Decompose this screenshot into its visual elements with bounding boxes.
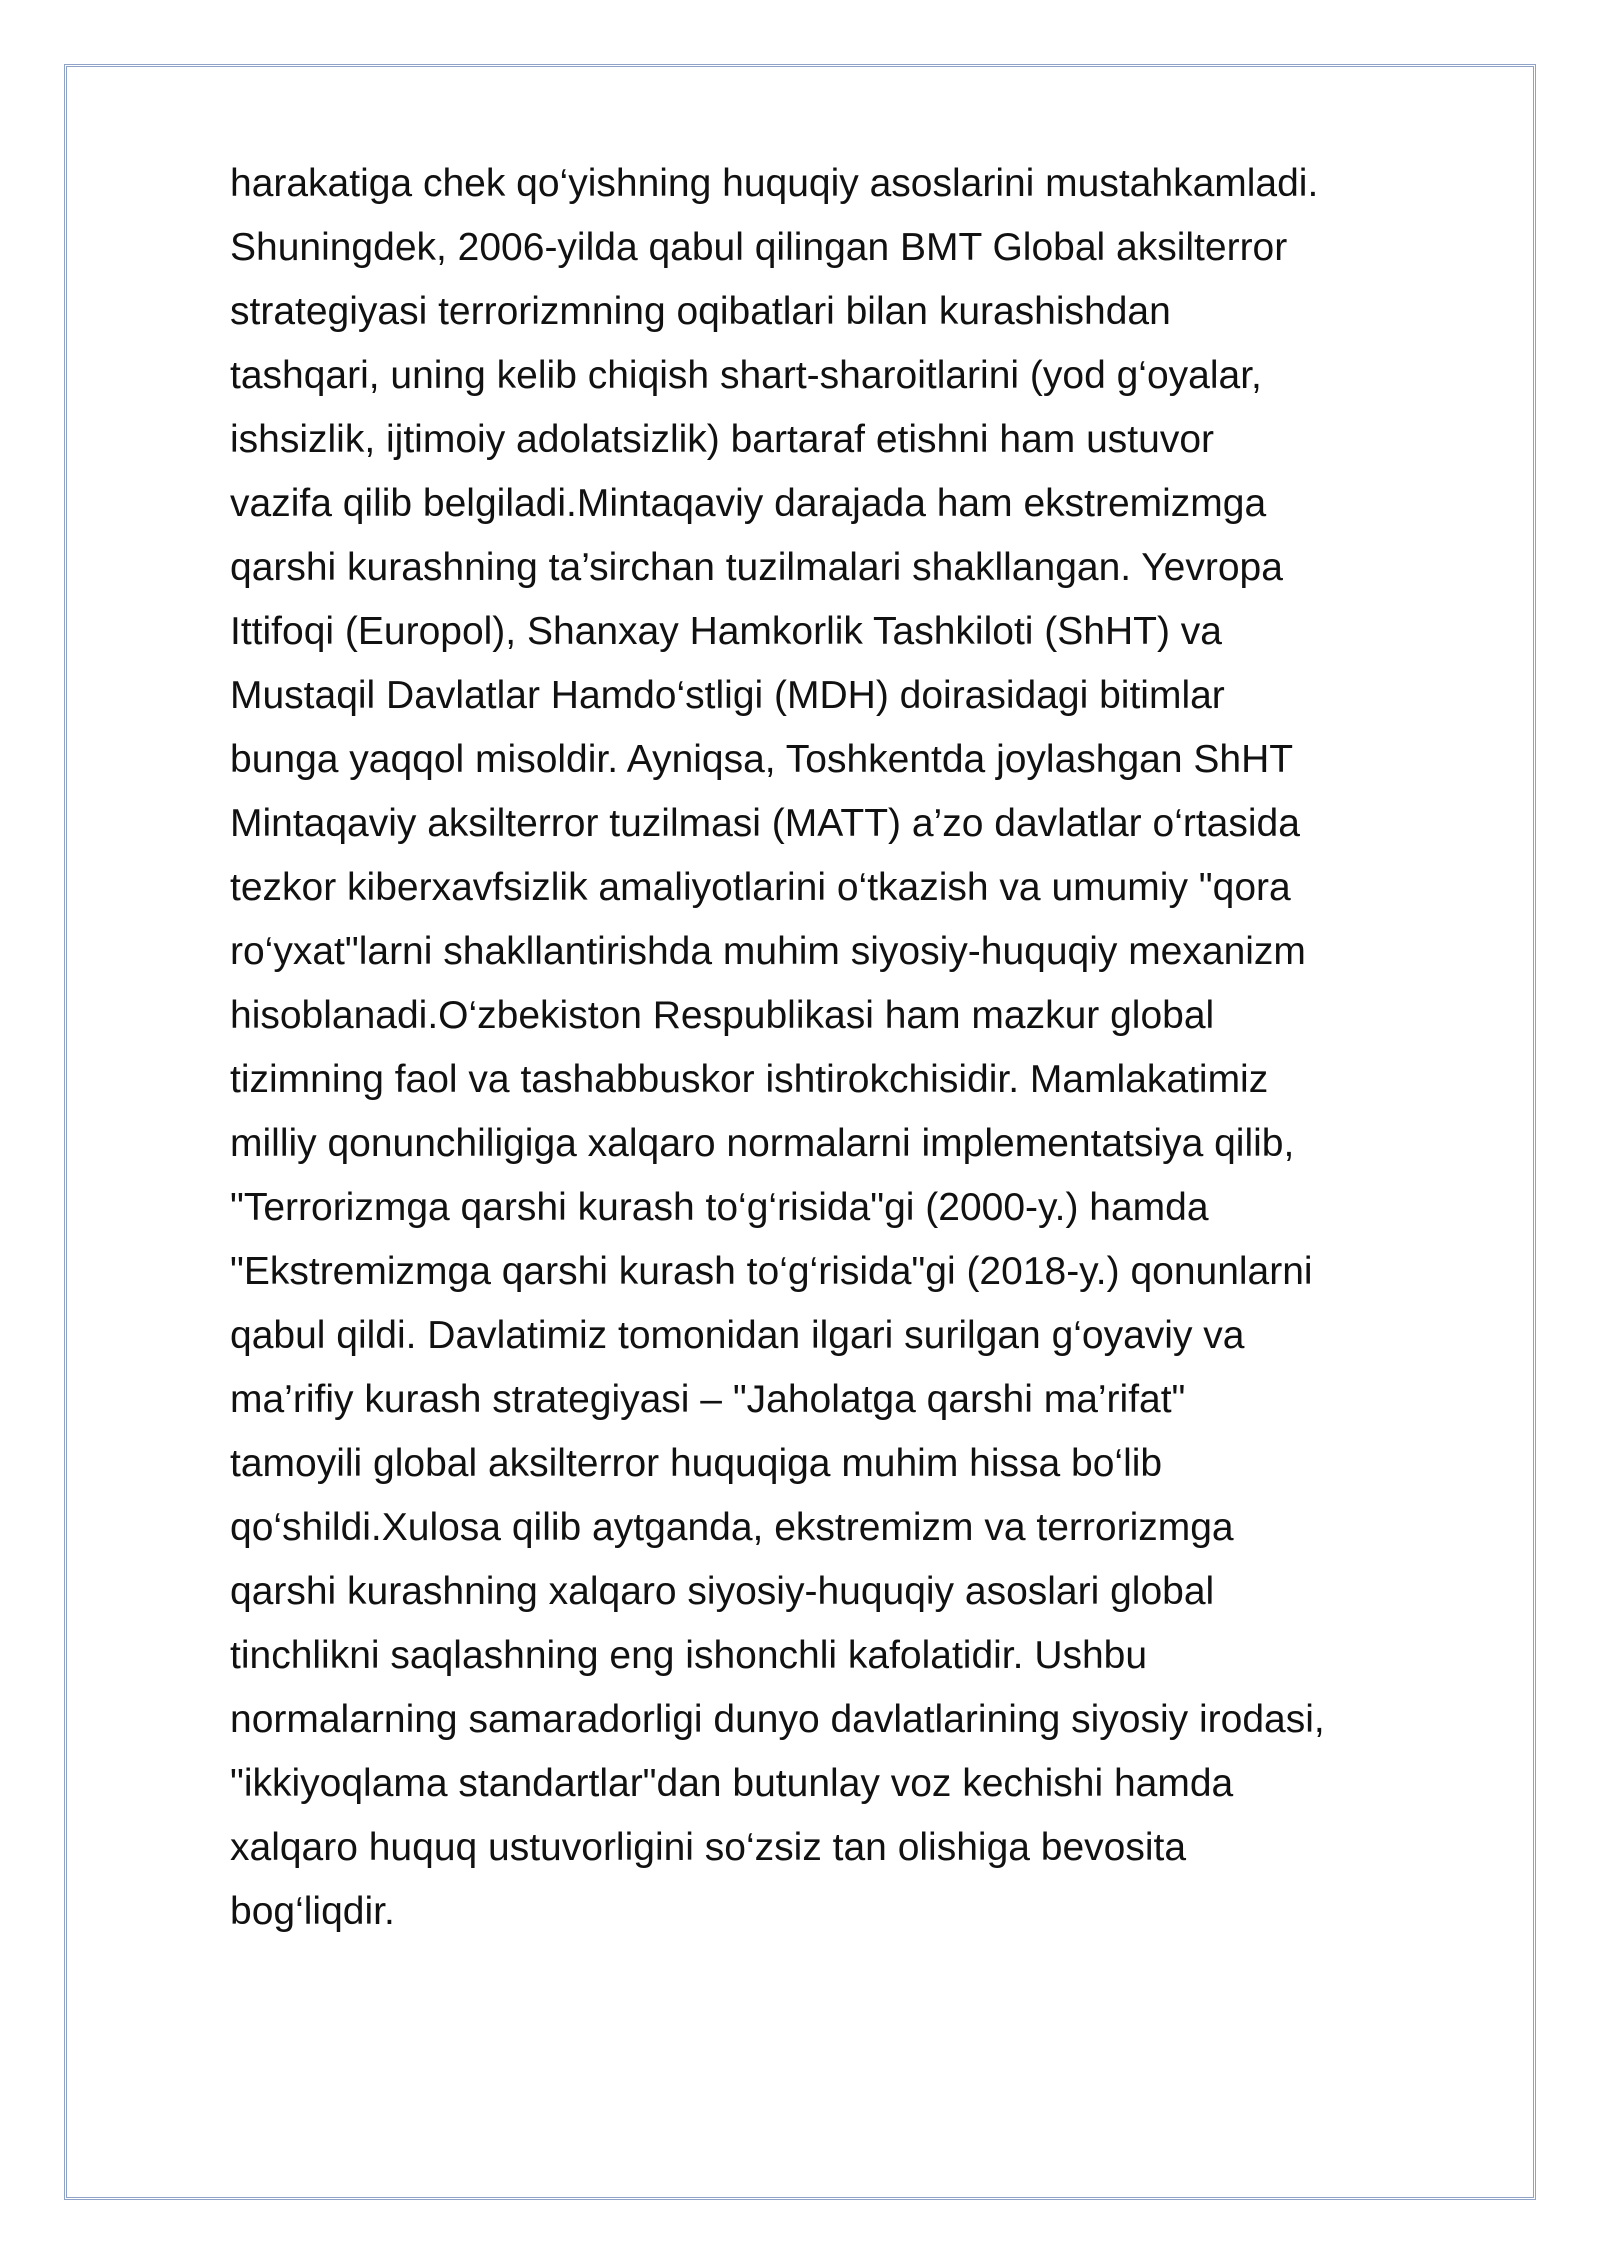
text-line: Shuningdek, 2006-yilda qabul qilingan BMT Global aksilterror xyxy=(230,226,1288,269)
text-line: qo‘shildi.Xulosa qilib aytganda, ekstremizm va terrorizmga xyxy=(230,1506,1234,1549)
text-line: tezkor kiberxavfsizlik amaliyotlarini o‘tkazish va umumiy "qora xyxy=(230,866,1291,909)
text-line: bunga yaqqol misoldir. Ayniqsa, Toshkentda joylashgan ShHT xyxy=(230,738,1294,781)
text-line: tinchlikni saqlashning eng ishonchli kafolatidir. Ushbu xyxy=(230,1634,1148,1677)
text-line: ishsizlik, ijtimoiy adolatsizlik) bartaraf etishni ham ustuvor xyxy=(230,418,1215,461)
text-line: harakatiga chek qo‘yishning huquqiy asoslarini mustahkamladi. xyxy=(230,162,1319,205)
text-line: xalqaro huquq ustuvorligini so‘zsiz tan olishiga bevosita xyxy=(230,1826,1187,1869)
text-line: Mintaqaviy aksilterror tuzilmasi (MATT) a’zo davlatlar o‘rtasida xyxy=(230,802,1300,845)
text-line: milliy qonunchiligiga xalqaro normalarni implementatsiya qilib, xyxy=(230,1122,1295,1165)
text-line: vazifa qilib belgiladi.Mintaqaviy darajada ham ekstremizmga xyxy=(230,482,1267,525)
text-line: ma’rifiy kurash strategiyasi – "Jaholatga qarshi ma’rifat" xyxy=(230,1378,1186,1421)
text-line: qarshi kurashning xalqaro siyosiy-huquqiy asoslari global xyxy=(230,1570,1215,1613)
text-line: Ittifoqi (Europol), Shanxay Hamkorlik Tashkiloti (ShHT) va xyxy=(230,610,1222,653)
text-line: "Ekstremizmga qarshi kurash to‘g‘risida"gi (2018-y.) qonunlarni xyxy=(230,1250,1313,1293)
text-line: "ikkiyoqlama standartlar"dan butunlay voz kechishi hamda xyxy=(230,1762,1234,1805)
text-line: qabul qildi. Davlatimiz tomonidan ilgari surilgan g‘oyaviy va xyxy=(230,1314,1245,1357)
text-line: hisoblanadi.O‘zbekiston Respublikasi ham mazkur global xyxy=(230,994,1215,1037)
text-line: tamoyili global aksilterror huquqiga muhim hissa bo‘lib xyxy=(230,1442,1163,1485)
text-line: ro‘yxat"larni shakllantirishda muhim siyosiy-huquqiy mexanizm xyxy=(230,930,1306,973)
text-line: tashqari, uning kelib chiqish shart-sharoitlarini (yod g‘oyalar, xyxy=(230,354,1262,397)
text-line: Mustaqil Davlatlar Hamdo‘stligi (MDH) doirasidagi bitimlar xyxy=(230,674,1225,717)
text-line: strategiyasi terrorizmning oqibatlari bilan kurashishdan xyxy=(230,290,1171,333)
text-line: tizimning faol va tashabbuskor ishtirokchisidir. Mamlakatimiz xyxy=(230,1058,1269,1101)
text-line: normalarning samaradorligi dunyo davlatlarining siyosiy irodasi, xyxy=(230,1698,1325,1741)
text-line: bog‘liqdir. xyxy=(230,1890,395,1933)
body-text xyxy=(230,152,1530,1944)
text-line: qarshi kurashning ta’sirchan tuzilmalari shakllangan. Yevropa xyxy=(230,546,1283,589)
text-line: "Terrorizmga qarshi kurash to‘g‘risida"gi (2000-y.) hamda xyxy=(230,1186,1209,1229)
